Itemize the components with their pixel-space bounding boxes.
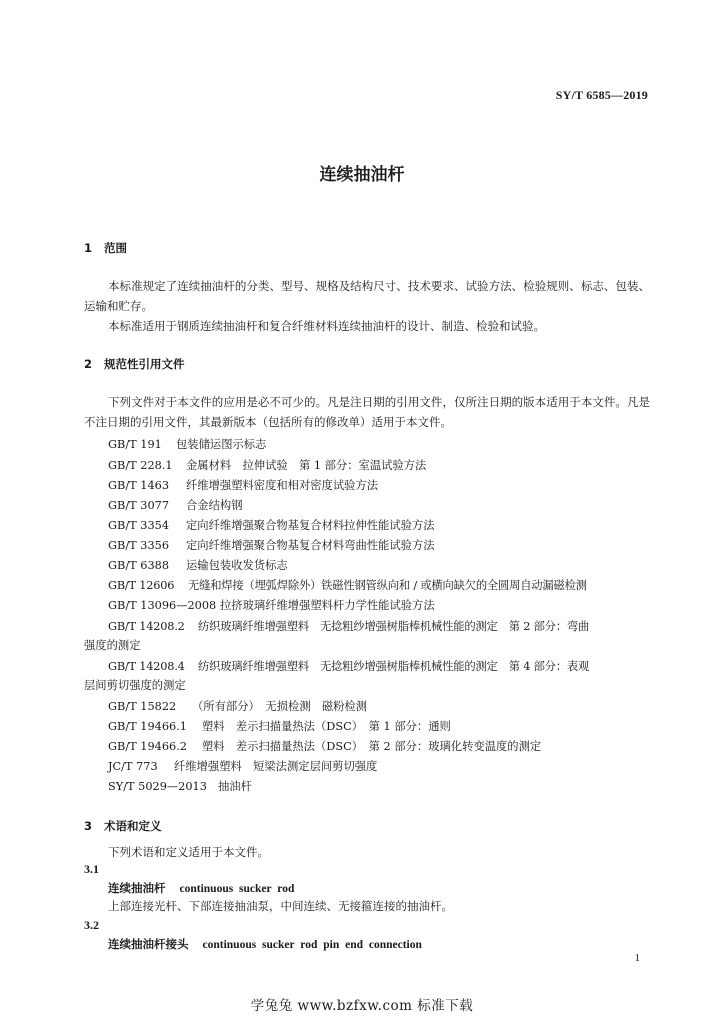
scope-paragraph-2: 本标准适用于钢质连续抽油杆和复合纤维材料连续抽油杆的设计、制造、检验和试验。 <box>108 319 545 333</box>
reference-title: 塑料 差示扫描量热法（DSC） 第 2 部分：玻璃化转变温度的测定 <box>202 740 542 753</box>
reference-title: 金属材料 拉伸试验 第 1 部分：室温试验方法 <box>186 459 427 472</box>
reference-title: 定向纤维增强聚合物基复合材料弯曲性能试验方法 <box>186 539 435 552</box>
scope-paragraph-1: 本标准规定了连续抽油杆的分类、型号、规格及结构尺寸、技术要求、试验方法、检验规则、标志、包装、运输和贮存。 <box>84 279 650 313</box>
reference-item <box>108 557 288 573</box>
reference-code: SY/T 5029—2013 <box>108 780 207 793</box>
reference-item <box>108 577 587 593</box>
section-title: 术语和定义 <box>104 819 162 833</box>
section-3-heading <box>84 818 162 834</box>
references-intro: 下列文件对于本文件的应用是必不可少的。凡是注日期的引用文件，仅所注日期的版本适用于本文件。凡是不注日期的引用文件，其最新版本（包括所有的修改单）适用于本文件。 <box>84 395 650 429</box>
reference-code: GB/T 191 <box>108 438 162 451</box>
reference-item <box>108 778 252 794</box>
section-title: 规范性引用文件 <box>104 357 185 371</box>
reference-title: 纤维增强塑料密度和相对密度试验方法 <box>186 479 379 492</box>
reference-title: 包装储运图示标志 <box>176 438 267 451</box>
reference-item <box>108 658 589 674</box>
reference-item <box>108 497 243 513</box>
reference-code: GB/T 19466.2 <box>108 740 187 753</box>
document-title: 连续抽油杆 <box>319 165 405 185</box>
reference-code: GB/T 14208.4 <box>108 660 185 673</box>
reference-continuation: 强度的测定 <box>84 639 141 652</box>
term-3-2-number: 3.2 <box>84 918 99 932</box>
reference-continuation: 层间剪切强度的测定 <box>84 679 186 692</box>
reference-code: GB/T 13096—2008 <box>108 599 217 612</box>
footer-watermark[interactable]: 学兔兔 www.bzfxw.com 标准下载 <box>250 998 474 1014</box>
reference-code: GB/T 1463 <box>108 479 170 492</box>
term-3-2 <box>108 936 422 952</box>
reference-title: （所有部分） 无损检测 磁粉检测 <box>192 700 368 713</box>
reference-code: GB/T 19466.1 <box>108 720 187 733</box>
reference-item <box>108 718 451 734</box>
section-number: 3 <box>84 819 93 833</box>
reference-item <box>108 436 266 452</box>
standard-code: SY/T 6585—2019 <box>555 88 648 102</box>
reference-title: 运输包装收发货标志 <box>186 559 288 572</box>
reference-code: GB/T 15822 <box>108 700 177 713</box>
section-number: 1 <box>84 241 93 255</box>
reference-item <box>108 597 435 613</box>
term-zh: 连续抽油杆 <box>108 881 166 895</box>
reference-title: 无缝和焊接（埋弧焊除外）铁磁性钢管纵向和 / 或横向缺欠的全圆周自动漏磁检测 <box>188 579 587 592</box>
reference-title: 抽油杆 <box>218 780 252 793</box>
section-1-heading <box>84 240 127 256</box>
reference-title: 定向纤维增强聚合物基复合材料拉伸性能试验方法 <box>186 519 435 532</box>
reference-code: GB/T 12606 <box>108 579 175 592</box>
reference-title: 拉挤玻璃纤维增强塑料杆力学性能试验方法 <box>220 599 435 612</box>
term-3-1-number: 3.1 <box>84 862 99 876</box>
reference-item <box>108 758 377 774</box>
reference-code: GB/T 3356 <box>108 539 170 552</box>
term-3-1-definition: 上部连接光杆、下部连接抽油泵，中间连续、无接箍连接的抽油杆。 <box>108 899 453 913</box>
section-title: 范围 <box>104 241 127 255</box>
term-zh: 连续抽油杆接头 <box>108 937 189 951</box>
reference-title: 纺织玻璃纤维增强塑料 无捻粗纱增强树脂棒机械性能的测定 第 4 部分：表观 <box>198 660 590 673</box>
reference-code: GB/T 6388 <box>108 559 170 572</box>
reference-code: GB/T 14208.2 <box>108 620 185 633</box>
reference-title: 塑料 差示扫描量热法（DSC） 第 1 部分：通则 <box>202 720 451 733</box>
reference-title: 合金结构钢 <box>186 499 243 512</box>
reference-item <box>108 698 367 714</box>
reference-title: 纤维增强塑料 短梁法测定层间剪切强度 <box>174 760 378 773</box>
term-3-1 <box>108 880 294 896</box>
terms-intro: 下列术语和定义适用于本文件。 <box>108 845 269 859</box>
reference-title: 纺织玻璃纤维增强塑料 无捻粗纱增强树脂棒机械性能的测定 第 2 部分：弯曲 <box>198 620 590 633</box>
page-number: 1 <box>634 952 640 964</box>
term-en: continuous sucker rod pin end connection <box>202 939 422 951</box>
reference-item <box>108 738 541 754</box>
term-en: continuous sucker rod <box>179 883 295 895</box>
reference-item <box>108 457 426 473</box>
reference-item <box>108 618 589 634</box>
reference-code: GB/T 228.1 <box>108 459 173 472</box>
reference-item <box>108 517 435 533</box>
reference-item <box>108 477 378 493</box>
section-number: 2 <box>84 357 93 371</box>
section-2-heading <box>84 356 185 372</box>
reference-code: JC/T 773 <box>108 760 158 773</box>
reference-item <box>108 537 435 553</box>
reference-code: GB/T 3077 <box>108 499 170 512</box>
reference-code: GB/T 3354 <box>108 519 170 532</box>
